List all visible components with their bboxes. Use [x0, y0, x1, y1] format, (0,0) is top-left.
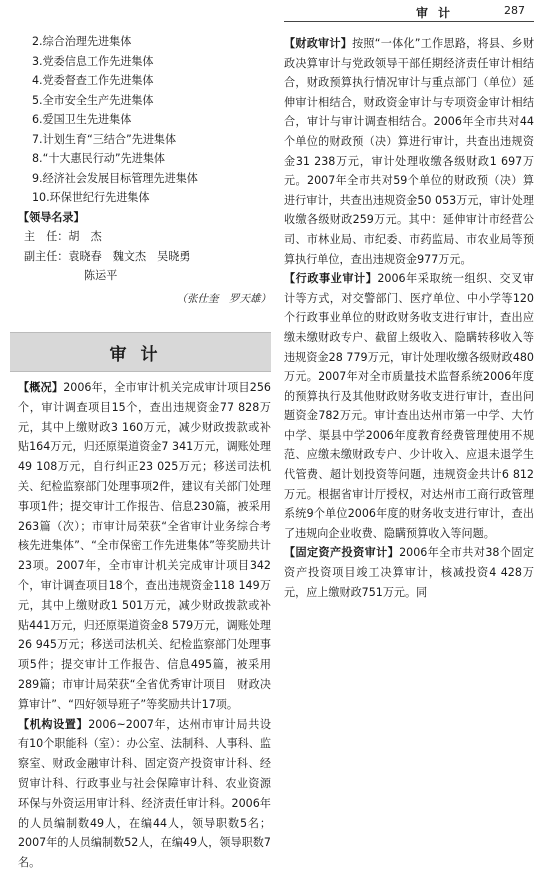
finance-paragraph: [284, 34, 534, 269]
overview-tag: 【概况】: [18, 381, 64, 394]
deputy-names-continued: 陈运平: [84, 269, 118, 282]
leaders-heading: 【领导名录】: [18, 210, 85, 224]
director-row: [18, 227, 271, 247]
page-header: [0, 0, 550, 24]
fixed-asset-text: 2006年全市共对38个固定资产投资项目竣工决算审计，核减投资4 428万元，应上缴财政751万元。同: [284, 546, 534, 599]
list-item: 7.计划生育“三结合”先进集体: [32, 132, 177, 146]
finance-text: 按照“一体化”工作思路，将县、乡财政决算审计与党政领导干部任期经济责任审计相结合，财政预算执行情况审计与重点部门（单位）延伸审计相结合，财政资金审计与专项资金审计相结合，审计与审计调查相结合。2006年全市共对44个单位的财政预（决）算进行审计，共查出违规资金31 238万元，审计处理收缴各级财政1 697万元。2007年全市共对59个单位的财政预（决）算进行审计，共查出违规资金50 053万元，审计处理收缴各级财政259万元。其中：延伸审计市经营公司、市林业局、市纪委、市药监局、市农业局等预算执行单位，查出违规资金977万元。: [284, 37, 534, 266]
list-item: 3.党委信息工作先进集体: [32, 54, 154, 68]
director-label: 主 任：: [24, 230, 69, 243]
org-tag: 【机构设置】: [18, 717, 89, 731]
deputy-names: 袁晓春 魏文杰 吴晓勇: [68, 249, 191, 263]
section-banner: [10, 332, 271, 372]
award-list: [18, 32, 271, 208]
overview-text: 2006年，全市审计机关完成审计项目256个，审计调查项目15个，查出违规资金77 828万元，其中上缴财政3 160万元，减少财政拨款或补贴164万元，归还原渠道资金7 341万元，调账处理49 108万元，自行纠正23 025万元；移送司法机关、纪检监察部门处理事项2件，建议有关部门处理事项1件；提交审计工作报告、信息230篇，被采用263篇（次）；市审计局荣获“全省审计业务综合考核先进集体”、“全市保密工作先进集体”等奖励共计23项。2007年，全市审计机关完成审计项目342个，审计调查项目18个，查出违规资金118 149万元，其中上缴财政1 501万元，减少财政拨款或补贴441万元，归还原渠道资金8 579万元，调账处理26 945万元；移送司法机关、纪检监察部门处理事项5件；提交审计工作报告、信息495篇，被采用289篇；市审计局荣获“全省优秀审计项目 财政决算审计”、“四好领导班子”等奖励共计17项。: [18, 381, 271, 711]
left-column-body: [18, 378, 271, 873]
left-column-top: [18, 32, 271, 309]
overview-paragraph: [18, 378, 271, 715]
section-title: 审计: [109, 344, 172, 365]
org-text: 2006~2007年，达州市审计局共设有10个职能科（室）：办公室、法制科、人事科、监察室、财政金融审计科、固定资产投资审计科、经贸审计科、行政事业与社会保障审计科、农业资源环保与外资运用审计科、经济责任审计科。2006年的人员编制数49人，在编44人，领导职数5名；2007年的人员编制数52人，在编49人，领导职数7名。: [18, 717, 271, 870]
admin-text: 2006年采取统一组织、交叉审计等方式，对交警部门、医疗单位、中小学等120个行政事业单位的财政财务收支进行审计，查出应缴未缴财政专户、截留上级收入、隐瞒转移收入等违规资金28 779万元，审计处理收缴各级财政480万元。2007年对全市质量技术监督系统2006年度的预算执行及其他财政财务收支进行审计，查出问题资金782万元。审计查出达州市第一中学、大竹中学、渠县中学2006年度教育经费管理使用不规范、应缴未缴财政专户、少计收入、应退未退学生代管费、超计划投资等问题，违规资金共计6 812万元。根据省审计厅授权，对达州市工商行政管理系统9个单位2006年度的财务收支进行审计，查出了违规向企业收费、隐瞒预算收入等问题。: [284, 272, 534, 540]
leaders-section: [18, 208, 271, 286]
list-item: 8.“十大惠民行动”先进集体: [32, 152, 166, 165]
author-credit: （张仕奎 罗天雄）: [176, 292, 271, 305]
list-item: 5.全市安全生产先进集体: [32, 93, 154, 107]
admin-tag: 【行政事业审计】: [284, 272, 378, 286]
deputy-row: [18, 247, 271, 267]
fixed-asset-tag: 【固定资产投资审计】: [284, 546, 400, 560]
list-item: 6.爱国卫生先进集体: [32, 113, 132, 126]
page-number: 287: [504, 4, 525, 17]
director-name: 胡 杰: [68, 230, 102, 243]
list-item: 9.经济社会发展目标管理先进集体: [32, 171, 198, 185]
finance-tag: 【财政审计】: [284, 37, 353, 50]
right-column: [284, 34, 534, 602]
list-item: 10.环保世纪行先进集体: [32, 191, 150, 204]
fixed-asset-paragraph: [284, 543, 534, 602]
admin-paragraph: [284, 269, 534, 543]
list-item: 2.综合治理先进集体: [32, 35, 132, 48]
running-title: 审计: [416, 6, 461, 20]
org-paragraph: [18, 715, 271, 873]
header-rule: [284, 21, 534, 22]
deputy-label: 副主任：: [24, 249, 69, 263]
list-item: 4.党委督查工作先进集体: [32, 74, 154, 87]
